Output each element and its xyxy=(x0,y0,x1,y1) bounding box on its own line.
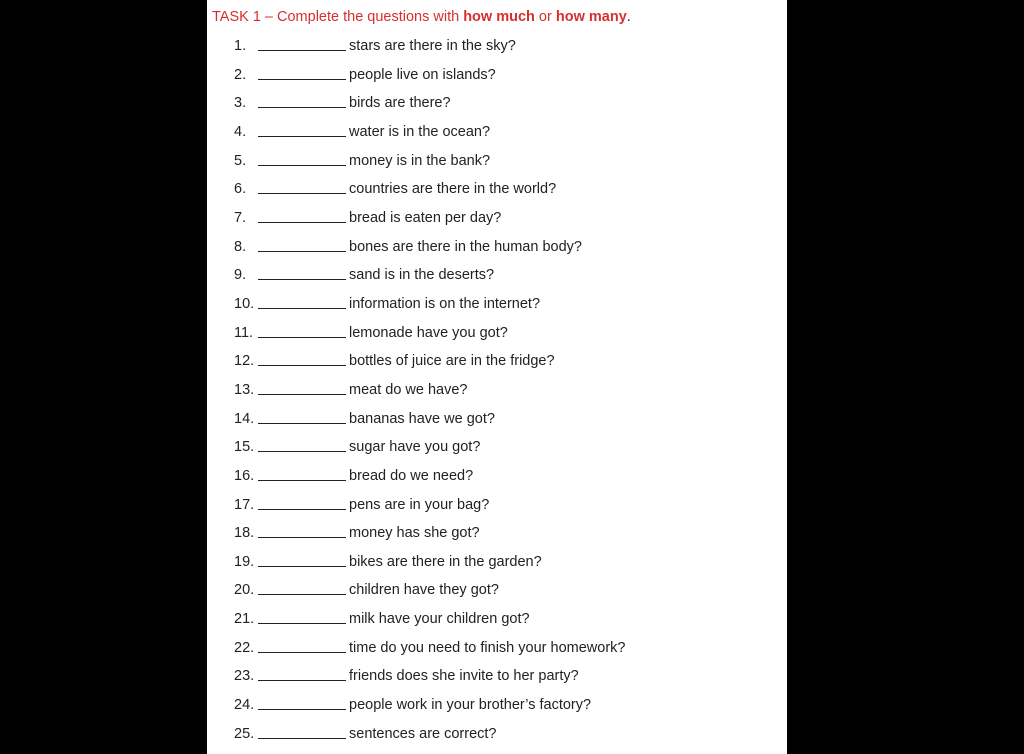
question-text: countries are there in the world? xyxy=(349,181,557,198)
question-text: information is on the internet? xyxy=(349,295,541,312)
question-number: 2. xyxy=(234,66,247,83)
question-row xyxy=(207,150,787,179)
question-row xyxy=(207,293,787,322)
question-number: 8. xyxy=(234,238,247,255)
answer-blank[interactable] xyxy=(258,738,346,739)
answer-blank[interactable] xyxy=(258,251,346,252)
question-number: 7. xyxy=(234,209,247,226)
question-number: 10. xyxy=(234,295,255,312)
question-text: stars are there in the sky? xyxy=(349,38,516,54)
question-number: 1. xyxy=(234,38,247,54)
question-number: 13. xyxy=(234,381,255,398)
question-number: 6. xyxy=(234,181,247,198)
question-row xyxy=(207,264,787,293)
question-text: water is in the ocean? xyxy=(349,123,491,140)
keyword-how-much: how much xyxy=(463,9,535,25)
question-row xyxy=(207,35,787,64)
question-row xyxy=(207,551,787,580)
answer-blank[interactable] xyxy=(258,709,346,710)
task-period: . xyxy=(626,9,631,25)
question-number: 15. xyxy=(234,439,255,456)
question-row xyxy=(207,408,787,437)
question-text: birds are there? xyxy=(349,95,451,112)
question-row xyxy=(207,465,787,494)
question-number: 18. xyxy=(234,525,255,542)
question-text: bones are there in the human body? xyxy=(349,238,582,255)
question-number: 20. xyxy=(234,582,255,599)
question-row xyxy=(207,92,787,121)
question-number: 11. xyxy=(234,324,254,341)
answer-blank[interactable] xyxy=(258,566,346,567)
task-instruction: TASK 1 – Complete the questions with xyxy=(212,9,464,25)
answer-blank[interactable] xyxy=(258,308,346,309)
answer-blank[interactable] xyxy=(258,594,346,595)
question-row xyxy=(207,207,787,236)
question-text: sand is in the deserts? xyxy=(349,267,495,284)
question-number: 24. xyxy=(234,697,255,714)
question-row xyxy=(207,121,787,150)
question-text: bikes are there in the garden? xyxy=(349,553,542,570)
question-text: sugar have you got? xyxy=(349,439,481,456)
question-number: 19. xyxy=(234,553,255,570)
question-text: friends does she invite to her party? xyxy=(349,668,579,685)
question-row xyxy=(207,522,787,551)
answer-blank[interactable] xyxy=(258,165,346,166)
answer-blank[interactable] xyxy=(258,193,346,194)
answer-blank[interactable] xyxy=(258,136,346,137)
question-number: 22. xyxy=(234,639,255,656)
answer-blank[interactable] xyxy=(258,79,346,80)
question-row xyxy=(207,579,787,608)
question-number: 5. xyxy=(234,152,247,169)
answer-blank[interactable] xyxy=(258,50,346,51)
answer-blank[interactable] xyxy=(258,222,346,223)
worksheet-page xyxy=(207,0,787,754)
question-row xyxy=(207,608,787,637)
answer-blank[interactable] xyxy=(258,279,346,280)
question-row xyxy=(207,637,787,666)
question-row xyxy=(207,64,787,93)
question-list xyxy=(207,35,787,751)
question-number: 23. xyxy=(234,668,255,685)
question-row xyxy=(207,236,787,265)
question-text: pens are in your bag? xyxy=(349,496,490,513)
question-row xyxy=(207,350,787,379)
question-text: milk have your children got? xyxy=(349,611,530,628)
question-row xyxy=(207,665,787,694)
question-number: 21. xyxy=(234,611,255,628)
question-text: time do you need to finish your homework? xyxy=(349,639,626,656)
question-number: 12. xyxy=(234,353,255,370)
question-number: 14. xyxy=(234,410,255,427)
question-text: children have they got? xyxy=(349,582,499,599)
answer-blank[interactable] xyxy=(258,337,346,338)
question-text: lemonade have you got? xyxy=(349,324,508,341)
question-row xyxy=(207,694,787,723)
question-row xyxy=(207,322,787,351)
keyword-how-many: how many xyxy=(555,9,627,25)
question-text: people live on islands? xyxy=(349,66,496,83)
answer-blank[interactable] xyxy=(258,509,346,510)
question-number: 17. xyxy=(234,496,255,513)
answer-blank[interactable] xyxy=(258,480,346,481)
question-text: bread do we need? xyxy=(349,467,474,484)
answer-blank[interactable] xyxy=(258,394,346,395)
question-text: sentences are correct? xyxy=(349,725,497,742)
question-text: money is in the bank? xyxy=(349,152,491,169)
question-text: people work in your brother’s factory? xyxy=(349,697,592,714)
question-number: 4. xyxy=(234,123,247,140)
question-text: meat do we have? xyxy=(349,381,468,398)
answer-blank[interactable] xyxy=(258,537,346,538)
question-number: 25. xyxy=(234,725,255,742)
question-row xyxy=(207,379,787,408)
answer-blank[interactable] xyxy=(258,623,346,624)
question-text: bottles of juice are in the fridge? xyxy=(349,353,555,370)
question-row xyxy=(207,436,787,465)
question-text: money has she got? xyxy=(349,525,480,542)
answer-blank[interactable] xyxy=(258,423,346,424)
answer-blank[interactable] xyxy=(258,365,346,366)
task-heading xyxy=(212,8,631,26)
answer-blank[interactable] xyxy=(258,652,346,653)
question-text: bread is eaten per day? xyxy=(349,209,502,226)
answer-blank[interactable] xyxy=(258,107,346,108)
question-row xyxy=(207,178,787,207)
task-connector: or xyxy=(534,9,556,25)
answer-blank[interactable] xyxy=(258,451,346,452)
question-number: 3. xyxy=(234,95,247,112)
question-number: 16. xyxy=(234,467,255,484)
question-number: 9. xyxy=(234,267,247,284)
question-text: bananas have we got? xyxy=(349,410,495,427)
question-row xyxy=(207,723,787,752)
question-row xyxy=(207,494,787,523)
answer-blank[interactable] xyxy=(258,680,346,681)
